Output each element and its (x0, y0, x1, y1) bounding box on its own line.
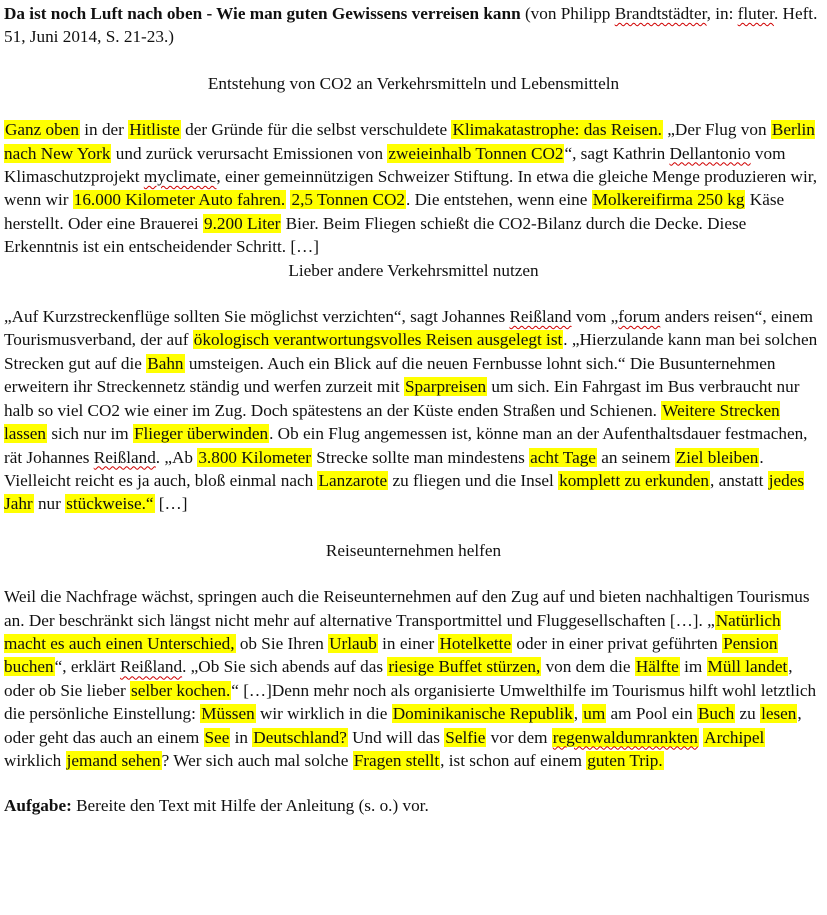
text-run: vom „ (571, 307, 619, 327)
text-run: von dem die (541, 657, 635, 677)
task-line (4, 794, 823, 817)
text-run: in der (79, 120, 129, 140)
highlighted-text: Weitere Strecken lassen (4, 400, 780, 444)
article-title-line (4, 2, 823, 49)
highlighted-text: Flieger überwinden (133, 424, 269, 444)
text-run: Und will das (347, 727, 445, 747)
text-run: am Pool ein (606, 704, 697, 724)
highlighted-text: Pension buchen (4, 633, 778, 677)
source-text-b: , in: (706, 4, 738, 23)
text-run: oder in einer privat geführten (512, 633, 723, 653)
source-magazine: fluter (737, 4, 774, 23)
highlighted-text: riesige Buffet stürzen, (388, 657, 541, 677)
text-run: ob Sie Ihren (235, 633, 329, 653)
text-run: , oder geht das auch an einem (4, 704, 802, 747)
text-run: Weil die Nachfrage wächst, springen auch die Reiseunternehmen auf den Zug auf und bieten nachhaltigen Tourismus an. Der beschränkt sich längst nicht mehr auf alternative Transportmittel und Fluggesellschaften […]. „ (4, 587, 810, 630)
text-run: um sich. Ein Fahrgast im Bus verbraucht nur halb so viel CO2 wie einer im Zug. Doch spätestens an der Küste enden Straßen und Schienen. (4, 377, 800, 420)
text-run: wirklich (4, 750, 66, 770)
highlighted-text: Bahn (147, 353, 184, 373)
paragraph-co2 (4, 118, 823, 258)
text-run: , ist schon auf einem (440, 750, 587, 770)
highlighted-text: Molkereifirma 250 kg (592, 190, 745, 210)
section-heading-transport: Lieber andere Verkehrsmittel nutzen (288, 260, 539, 280)
highlighted-text: regenwaldumrankten (552, 727, 698, 747)
text-run: Strecke sollte man mindestens (311, 447, 530, 467)
highlighted-text: Hitliste (129, 120, 180, 140)
source-text-c: . Heft. 51, Juni 2014, S. 21-23.) (4, 4, 818, 47)
highlighted-text: Müssen (201, 704, 255, 724)
text-run: zu fliegen und die Insel (388, 470, 559, 490)
highlighted-text: Archipel (704, 727, 765, 747)
spellcheck-word: Reißland (93, 447, 156, 467)
text-run: […] (154, 494, 188, 514)
text-run: ? Wer sich auch mal solche (161, 750, 353, 770)
text-run: Bier. Beim Fliegen schießt die CO2-Bilanz durch die Decke. Diese Erkenntnis ist ein entscheidender Schritt. […] (4, 213, 747, 257)
spellcheck-word: myclimate (143, 167, 217, 187)
highlighted-text: selber kochen. (131, 680, 231, 700)
text-run: im (679, 657, 707, 677)
text-run: der Gründe für die selbst verschuldete (180, 120, 452, 140)
highlighted-text: 2,5 Tonnen CO2 (291, 190, 406, 210)
source-text-a: (von Philipp (520, 4, 615, 23)
spacer (4, 49, 823, 72)
highlighted-text: 3.800 Kilometer (198, 447, 311, 467)
text-run: , anstatt (709, 470, 768, 490)
highlighted-text: Natürlich macht es auch einen Unterschied, (4, 610, 781, 653)
text-run: , (573, 704, 583, 724)
task-label: Aufgabe: (4, 796, 72, 816)
text-run: . Ob ein Flug angemessen ist, könne man an der Aufenthaltsdauer festmachen, rät Johannes (4, 424, 808, 467)
spacer (4, 562, 823, 585)
text-run: . „Ob Sie sich abends auf das (182, 657, 388, 677)
source-author: Brandtstädter (614, 4, 707, 23)
text-run: , oder ob Sie lieber (4, 657, 793, 700)
highlighted-text: Berlin nach New York (4, 120, 815, 163)
text-run: in (230, 727, 253, 747)
highlighted-text: Müll landet (707, 657, 788, 677)
text-run: vom Klimaschutzprojekt (4, 143, 786, 187)
text-run: zu (735, 704, 761, 724)
spacer (4, 772, 823, 794)
spellcheck-word: Reißland (509, 307, 572, 327)
task-text: Bereite den Text mit Hilfe der Anleitung (s. o.) vor. (71, 796, 429, 816)
highlighted-text: 9.200 Liter (204, 213, 281, 233)
text-run: . „Hierzulande kann man bei solchen Strecken gut auf die (4, 330, 818, 373)
text-run: . „Ab (155, 447, 198, 467)
text-run: wir wirklich in die (255, 704, 392, 724)
highlighted-text: Selfie (445, 727, 486, 747)
highlighted-text: lesen (761, 704, 797, 724)
spacer (4, 516, 823, 539)
text-run: Käse herstellt. Oder eine Brauerei (4, 190, 785, 233)
text-run: . Vielleicht reicht es ja auch, bloß einmal nach (4, 447, 764, 490)
text-run: nur (33, 494, 66, 514)
highlighted-text: Deutschland? (253, 727, 347, 747)
highlighted-text: acht Tage (530, 447, 596, 467)
text-run: und zurück verursacht Emissionen von (111, 143, 388, 163)
paragraph-transport (4, 305, 823, 516)
spellcheck-word: forum (618, 307, 661, 327)
text-run: „Der Flug von (662, 120, 771, 140)
spellcheck-word: Dellantonio (669, 143, 751, 163)
text-run: , einer gemeinnützigen Schweizer Stiftung. In etwa die gleiche Menge produzieren wir, wenn wir (4, 167, 818, 210)
section-heading-co2: Entstehung von CO2 an Verkehrsmitteln und Lebensmitteln (207, 73, 620, 93)
highlighted-text: Hotelkette (439, 633, 512, 653)
highlighted-text: See (204, 727, 230, 747)
text-run: sich nur im (47, 424, 133, 444)
highlighted-text: stückweise.“ (66, 494, 154, 514)
paragraph-tour-operators (4, 585, 823, 772)
spellcheck-word: Reißland (120, 657, 183, 677)
highlighted-text: Urlaub (329, 633, 377, 653)
highlighted-text: Ziel bleiben (675, 447, 759, 467)
text-run: “, sagt Kathrin (564, 143, 670, 163)
highlighted-text: guten Trip. (587, 750, 663, 770)
text-run: „Auf Kurzstreckenflüge sollten Sie möglichst verzichten“, sagt Johannes (4, 307, 510, 327)
highlighted-text: Buch (697, 704, 735, 724)
text-run: umsteigen. Auch ein Blick auf die neuen Fernbusse lohnt sich.“ Die Busunternehmen erweitern ihr Streckennetz ständig und werfen zurzeit mit (4, 353, 776, 397)
text-run: “ […]Denn mehr noch als organisierte Umwelthilfe im Tourismus hilft wohl letztlich die persönliche Einstellung: (4, 680, 817, 724)
article-title: Da ist noch Luft nach oben - Wie man guten Gewissens verreisen kann (4, 4, 521, 23)
highlighted-text: Sparpreisen (404, 377, 487, 397)
text-run: anders reisen“, einem Tourismusverband, der auf (4, 307, 814, 350)
text-run: in einer (377, 633, 439, 653)
highlighted-text: jedes Jahr (4, 470, 805, 514)
highlighted-text: Dominikanische Republik (392, 704, 573, 724)
highlighted-text: zweieinhalb Tonnen CO2 (388, 143, 564, 163)
highlighted-text: ökologisch verantwortungsvolles Reisen ausgelegt ist (193, 330, 563, 350)
highlighted-text: Klimakatastrophe: das Reisen. (452, 120, 662, 140)
section-heading-tour-operators: Reiseunternehmen helfen (325, 540, 502, 560)
text-run: an seinem (596, 447, 675, 467)
highlighted-text: Hälfte (635, 657, 679, 677)
highlighted-text: komplett zu erkunden (559, 470, 709, 490)
text-run: vor dem (486, 727, 552, 747)
highlighted-text: um (583, 704, 606, 724)
spacer (4, 95, 823, 118)
highlighted-text: Ganz oben (5, 120, 79, 140)
highlighted-text: jemand sehen (66, 750, 161, 770)
text-run: . Die entstehen, wenn eine (406, 190, 592, 210)
text-run: “, erklärt (54, 657, 121, 677)
highlighted-text: Lanzarote (318, 470, 388, 490)
highlighted-text: 16.000 Kilometer Auto fahren. (73, 190, 286, 210)
highlighted-text: Fragen stellt (353, 750, 440, 770)
spacer (4, 282, 823, 305)
